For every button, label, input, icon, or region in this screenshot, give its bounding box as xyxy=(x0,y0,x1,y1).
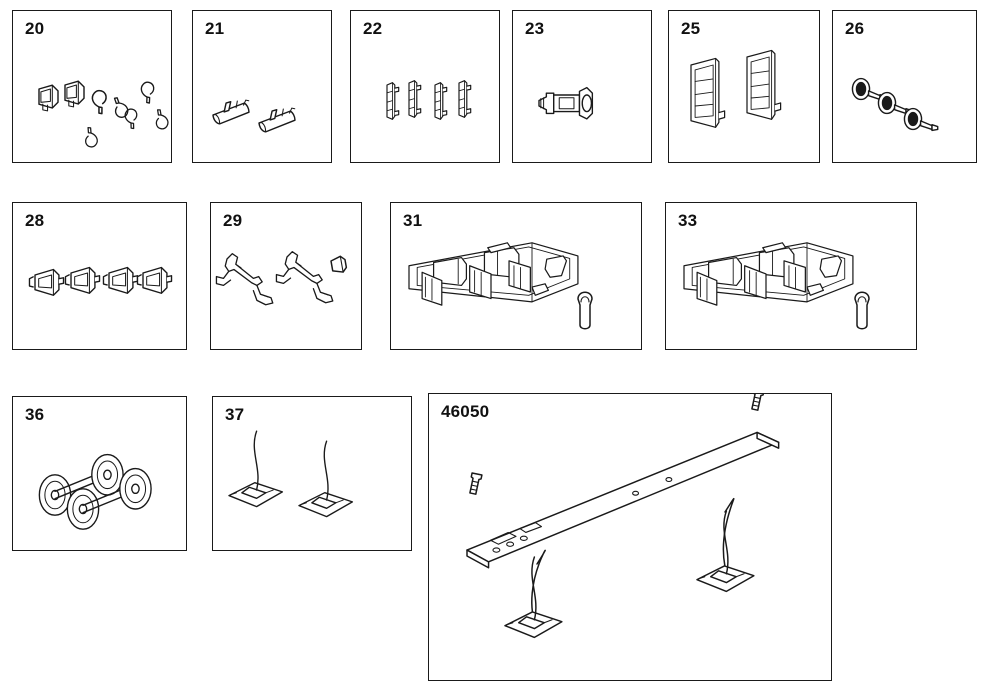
bogie-frame-left-icon xyxy=(391,203,641,349)
bogie-frame-right-icon xyxy=(666,203,916,349)
parts-panel-20 xyxy=(12,10,172,163)
panel-label: 22 xyxy=(363,19,383,38)
panel-label: 20 xyxy=(25,19,45,38)
parts-panel-28 xyxy=(12,202,187,350)
parts-panel-25 xyxy=(668,10,820,163)
parts-panel-29 xyxy=(210,202,362,350)
panel-label: 26 xyxy=(845,19,865,38)
panel-label: 37 xyxy=(225,405,245,424)
panel-label: 29 xyxy=(223,211,243,230)
panel-label: 33 xyxy=(678,211,698,230)
panel-label: 36 xyxy=(25,405,45,424)
parts-panel-23 xyxy=(512,10,652,163)
parts-panel-36 xyxy=(12,396,187,551)
panel-label: 23 xyxy=(525,19,545,38)
panel-label: 28 xyxy=(25,211,45,230)
panel-label: 21 xyxy=(205,19,225,38)
parts-panel-26 xyxy=(832,10,977,163)
parts-panel-46050 xyxy=(428,393,832,681)
parts-panel-37 xyxy=(212,396,412,551)
parts-panel-31 xyxy=(390,202,642,350)
panel-label: 31 xyxy=(403,211,423,230)
parts-panel-22 xyxy=(350,10,500,163)
panel-label: 25 xyxy=(681,19,701,38)
circuit-board-with-pickups-icon xyxy=(429,394,831,680)
parts-panel-21 xyxy=(192,10,332,163)
parts-panel-33 xyxy=(665,202,917,350)
panel-label: 46050 xyxy=(441,402,490,421)
